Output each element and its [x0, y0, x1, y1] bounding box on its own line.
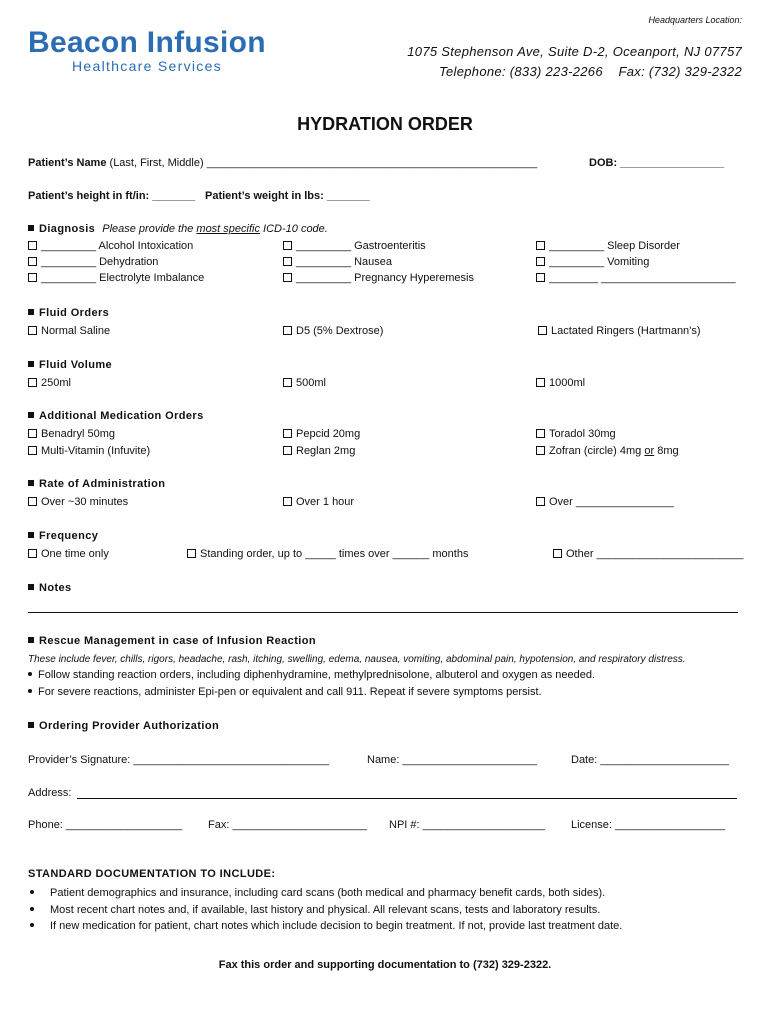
patient-name-row [28, 157, 537, 169]
fluid-option[interactable]: Normal Saline [28, 325, 110, 337]
diagnosis-option[interactable]: _________ Sleep Disorder [536, 240, 680, 252]
fluid-option[interactable]: Lactated Ringers (Hartmann’s) [538, 325, 701, 337]
notes-heading: Notes [28, 582, 72, 594]
checkbox-icon[interactable] [536, 446, 545, 455]
bullet-icon [30, 890, 34, 894]
rate-option[interactable]: Over ________________ [536, 496, 674, 508]
checkbox-icon[interactable] [28, 497, 37, 506]
patient-height-field[interactable]: Patient’s height in ft/in: _______ [28, 190, 196, 202]
diagnosis-option-other[interactable]: ________ ______________________ [536, 272, 736, 284]
checkbox-icon[interactable] [536, 429, 545, 438]
checkbox-icon[interactable] [283, 497, 292, 506]
medication-option-zofran[interactable]: Zofran (circle) 4mg or 8mg [536, 445, 679, 457]
documentation-bullet: If new medication for patient, chart notes which include decision to begin treatment. If not, provide last treatment date. [30, 920, 622, 932]
provider-name-field[interactable]: Name: ______________________ [367, 754, 538, 766]
frequency-option[interactable]: Standing order, up to _____ times over ______ months [187, 548, 468, 560]
provider-license-field[interactable]: License: __________________ [571, 819, 726, 831]
checkbox-icon[interactable] [283, 241, 292, 250]
section-square-icon [28, 361, 34, 367]
frequency-heading: Frequency [28, 530, 98, 542]
bullet-icon [30, 923, 34, 927]
fluid-option[interactable]: D5 (5% Dextrose) [283, 325, 383, 337]
diagnosis-option[interactable]: _________ Alcohol Intoxication [28, 240, 193, 252]
diagnosis-option[interactable]: _________ Gastroenteritis [283, 240, 426, 252]
provider-signature-field[interactable]: Provider’s Signature: ________________________________ [28, 754, 330, 766]
checkbox-icon[interactable] [536, 497, 545, 506]
medication-option[interactable]: Benadryl 50mg [28, 428, 115, 440]
checkbox-icon[interactable] [187, 549, 196, 558]
section-square-icon [28, 584, 34, 590]
fluid-volume-heading: Fluid Volume [28, 359, 112, 371]
section-square-icon [28, 637, 34, 643]
checkbox-icon[interactable] [28, 378, 37, 387]
documentation-bullet: Patient demographics and insurance, including card scans (both medical and pharmacy benefit cards, both sides). [30, 887, 605, 899]
section-square-icon [28, 722, 34, 728]
company-logo: Beacon Infusion [28, 26, 266, 59]
diagnosis-option[interactable]: _________ Nausea [283, 256, 392, 268]
volume-option[interactable]: 500ml [283, 377, 326, 389]
diagnosis-heading: Diagnosis Please provide the most specific ICD-10 code. [28, 223, 328, 235]
provider-npi-field[interactable]: NPI #: ____________________ [389, 819, 545, 831]
checkbox-icon[interactable] [28, 273, 37, 282]
rate-option[interactable]: Over 1 hour [283, 496, 354, 508]
checkbox-icon[interactable] [553, 549, 562, 558]
checkbox-icon[interactable] [28, 257, 37, 266]
rescue-heading: Rescue Management in case of Infusion Reaction [28, 635, 316, 647]
frequency-option[interactable]: One time only [28, 548, 109, 560]
fax-footer: Fax this order and supporting documentation to (732) 329-2322. [218, 959, 552, 971]
rescue-note: These include fever, chills, rigors, headache, rash, itching, swelling, edema, nausea, vomiting, abdominal pain, hypotension, and respiratory distress. [28, 654, 686, 665]
hq-label: Headquarters Location: [648, 15, 742, 25]
rescue-bullet: For severe reactions, administer Epi-pen or equivalent and call 911. Repeat if severe symptoms persist. [28, 686, 542, 698]
section-square-icon [28, 532, 34, 538]
section-square-icon [28, 412, 34, 418]
checkbox-icon[interactable] [283, 257, 292, 266]
rescue-bullet: Follow standing reaction orders, including diphenhydramine, methylprednisolone, albuterol and oxygen as needed. [28, 669, 595, 681]
section-square-icon [28, 225, 34, 231]
checkbox-icon[interactable] [536, 273, 545, 282]
medication-option[interactable]: Reglan 2mg [283, 445, 355, 457]
page-title: HYDRATION ORDER [297, 114, 473, 134]
checkbox-icon[interactable] [28, 241, 37, 250]
diagnosis-option[interactable]: _________ Electrolyte Imbalance [28, 272, 204, 284]
diagnosis-option[interactable]: _________ Dehydration [28, 256, 158, 268]
frequency-option[interactable]: Other ________________________ [553, 548, 743, 560]
patient-name-field[interactable]: (Last, First, Middle) ______________________________________________________ [106, 157, 538, 169]
patient-weight-field[interactable]: Patient’s weight in lbs: _______ [205, 190, 370, 202]
provider-date-field[interactable]: Date: _____________________ [571, 754, 729, 766]
checkbox-icon[interactable] [28, 549, 37, 558]
notes-line[interactable] [28, 612, 738, 613]
checkbox-icon[interactable] [283, 378, 292, 387]
documentation-bullet: Most recent chart notes and, if available, last history and physical. All relevant scans, tests and laboratory results. [30, 904, 600, 916]
volume-option[interactable]: 250ml [28, 377, 71, 389]
checkbox-icon[interactable] [28, 429, 37, 438]
section-square-icon [28, 309, 34, 315]
volume-option[interactable]: 1000ml [536, 377, 585, 389]
checkbox-icon[interactable] [536, 378, 545, 387]
section-square-icon [28, 480, 34, 486]
fluid-orders-heading: Fluid Orders [28, 307, 109, 319]
hq-phone: Telephone: (833) 223-2266 Fax: (732) 329-2322 [438, 64, 742, 79]
provider-address-field[interactable] [77, 798, 737, 799]
diagnosis-option[interactable]: _________ Pregnancy Hyperemesis [283, 272, 474, 284]
bullet-icon [30, 907, 34, 911]
checkbox-icon[interactable] [283, 326, 292, 335]
medication-option[interactable]: Toradol 30mg [536, 428, 616, 440]
company-logo-subtitle: Healthcare Services [72, 58, 222, 74]
dob-field[interactable]: DOB: _________________ [589, 157, 725, 169]
provider-heading: Ordering Provider Authorization [28, 720, 219, 732]
checkbox-icon[interactable] [28, 446, 37, 455]
medication-heading: Additional Medication Orders [28, 410, 204, 422]
provider-address-label: Address: [28, 787, 72, 799]
bullet-icon [28, 689, 32, 693]
documentation-heading: STANDARD DOCUMENTATION TO INCLUDE: [28, 868, 276, 880]
diagnosis-option[interactable]: _________ Vomiting [536, 256, 649, 268]
checkbox-icon[interactable] [536, 257, 545, 266]
hq-address: 1075 Stephenson Ave, Suite D-2, Oceanport, NJ 07757 [407, 44, 742, 59]
checkbox-icon[interactable] [283, 273, 292, 282]
checkbox-icon[interactable] [283, 429, 292, 438]
checkbox-icon[interactable] [283, 446, 292, 455]
checkbox-icon[interactable] [538, 326, 547, 335]
provider-fax-field[interactable]: Fax: ______________________ [208, 819, 368, 831]
checkbox-icon[interactable] [536, 241, 545, 250]
medication-option[interactable]: Pepcid 20mg [283, 428, 360, 440]
medication-option[interactable]: Multi-Vitamin (Infuvite) [28, 445, 150, 457]
provider-phone-field[interactable]: Phone: ___________________ [28, 819, 183, 831]
patient-name-label: Patient’s Name [28, 157, 107, 169]
checkbox-icon[interactable] [28, 326, 37, 335]
rate-option[interactable]: Over ~30 minutes [28, 496, 128, 508]
rate-heading: Rate of Administration [28, 478, 165, 490]
bullet-icon [28, 672, 32, 676]
